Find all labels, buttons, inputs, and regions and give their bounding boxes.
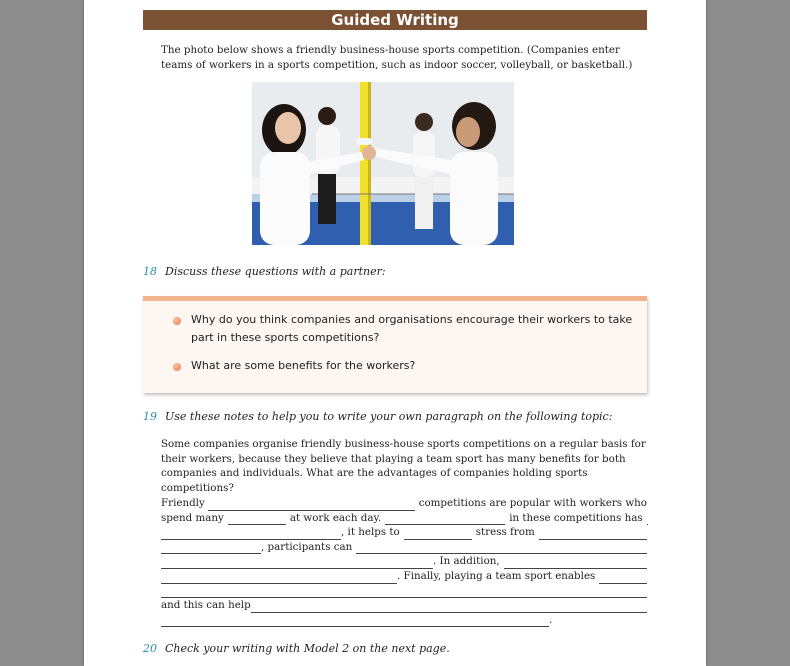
blank-14[interactable] — [161, 587, 647, 598]
bullet-1-line-2: part in these sports competitions? — [191, 331, 380, 344]
question-20 — [143, 642, 450, 655]
bullet-1-line-1: Why do you think companies and organisations encourage their workers to take — [191, 313, 633, 326]
blank-6[interactable] — [404, 529, 472, 540]
cloze-text-6: , it helps to — [341, 526, 400, 539]
blank-1[interactable] — [208, 500, 415, 511]
question-19-number: 19 — [143, 410, 157, 423]
discussion-note-box — [143, 296, 647, 393]
question-18-text: Discuss these questions with a partner: — [165, 265, 386, 278]
blank-3[interactable] — [385, 514, 505, 525]
cloze-text-1: Friendly — [161, 497, 205, 509]
blank-13[interactable] — [599, 573, 647, 584]
question-19 — [143, 410, 612, 423]
cloze-text-4: at work each day. — [289, 511, 382, 524]
page-title: Guided Writing — [143, 10, 647, 30]
cloze-text-8: , participants can — [261, 540, 353, 553]
question-18 — [143, 265, 386, 278]
blank-8[interactable] — [161, 543, 261, 554]
cloze-text-10: . Finally, playing a team sport enables — [397, 569, 596, 582]
question-18-number: 18 — [143, 265, 157, 278]
bullet-2-line-1: What are some benefits for the workers? — [191, 359, 416, 372]
blank-11[interactable] — [504, 558, 647, 569]
cloze-text-7: stress from — [475, 526, 535, 539]
cloze-text-3: spend many — [161, 511, 224, 524]
blank-9[interactable] — [356, 543, 647, 554]
bullet-item-2 — [173, 357, 415, 375]
question-20-number: 20 — [143, 642, 157, 655]
cloze-text-9: . In addition, — [433, 555, 500, 568]
workbook-page — [84, 0, 706, 666]
bullet-dot-icon — [173, 363, 181, 371]
blank-7[interactable] — [539, 529, 647, 540]
question-19-text: Use these notes to help you to write your own paragraph on the following topic: — [165, 410, 613, 423]
cloze-paragraph: Friendly competitions are popular with workers who spend many at work each day. in these competitions has , it helps to stress from , participants can . In addition, . Finally, playing a team sport enables and this can help . — [161, 497, 647, 626]
cloze-text-11: and this can help — [161, 599, 251, 612]
cloze-text-5: in these competitions has — [509, 511, 643, 524]
bullet-item-1 — [173, 311, 632, 347]
sports-competition-photo — [252, 82, 514, 245]
blank-15[interactable] — [251, 602, 647, 613]
intro-text: The photo below shows a friendly business-house sports competition. (Companies enter teams of workers in a sports competition, such as indoor soccer, volleyball, or basketball.) — [161, 44, 633, 71]
topic-text: Some companies organise friendly business-house sports competitions on a regular basis for their workers, because they believe that playing a team sport has many benefits for both companies and individuals. What are the advantages of companies holding sports competitions? — [161, 438, 646, 494]
question-20-text: Check your writing with Model 2 on the next page. — [165, 642, 450, 655]
blank-12[interactable] — [161, 573, 397, 584]
blank-10[interactable] — [161, 558, 433, 569]
blank-5[interactable] — [161, 529, 341, 540]
blank-2[interactable] — [228, 514, 286, 525]
bullet-dot-icon — [173, 317, 181, 325]
cloze-text-2: competitions are popular with workers who — [418, 497, 647, 509]
blank-16[interactable] — [161, 616, 549, 627]
